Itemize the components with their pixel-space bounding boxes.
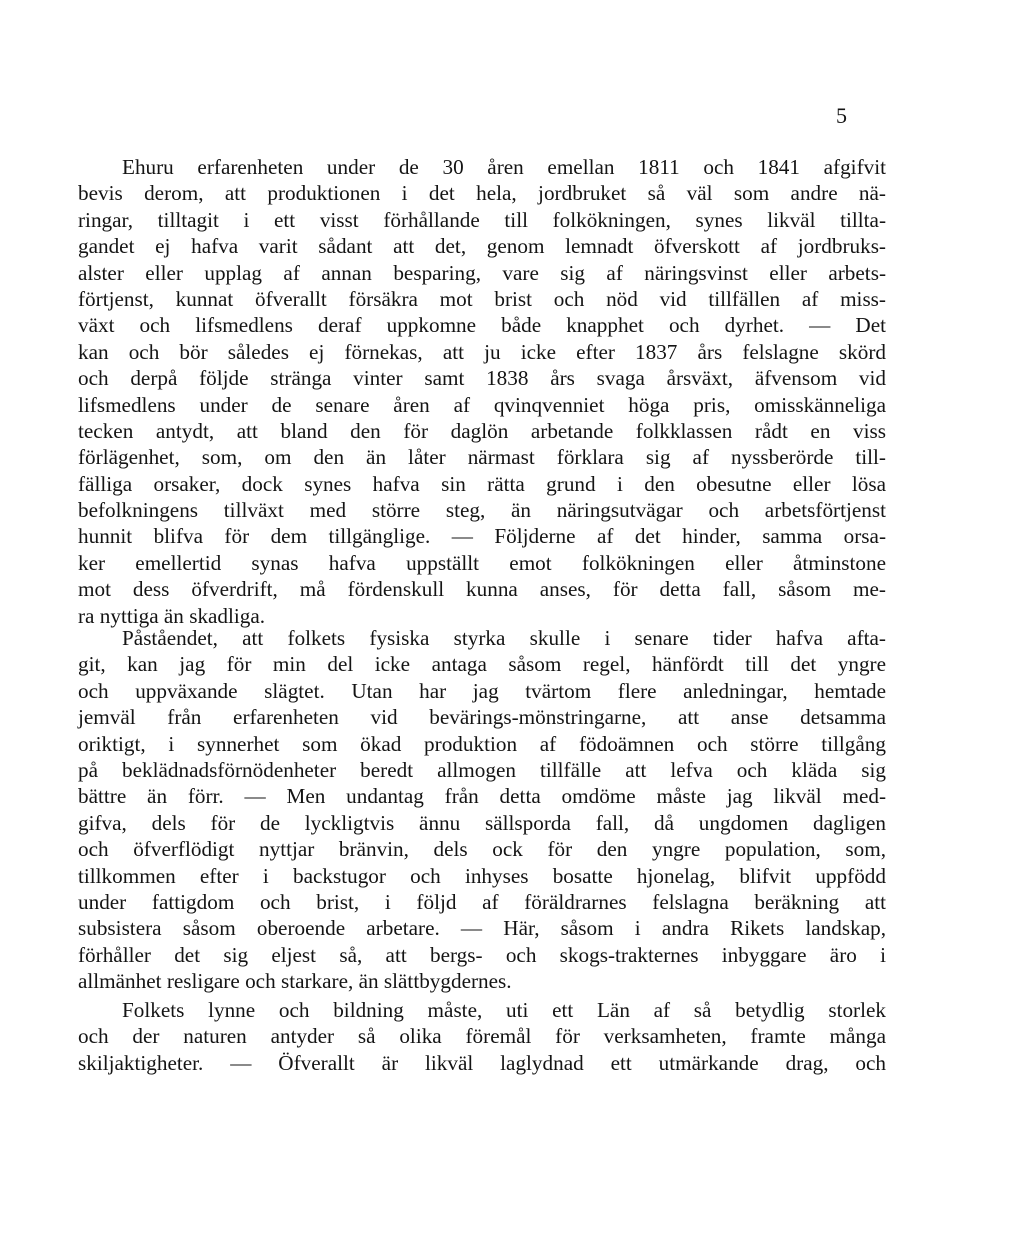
text-line: förhåller det sig eljest så, att bergs- och skogs-trakternes inbyggare äro i bbox=[78, 942, 886, 967]
text-line: tillkommen efter i backstugor och inhyses bosatte hjonelag, blifvit uppfödd bbox=[78, 863, 886, 888]
text-line: gifva, dels för de lyckligtvis ännu sällsporda fall, då ungdomen dagligen bbox=[78, 810, 886, 835]
page-number: 5 bbox=[836, 103, 847, 128]
text-line: allmänhet resligare och starkare, än slättbygdernes. bbox=[78, 969, 512, 994]
text-line: ra nyttiga än skadliga. bbox=[78, 603, 266, 628]
text-line: skiljaktigheter. — Öfverallt är likväl laglydnad ett utmärkande drag, och bbox=[78, 1050, 886, 1075]
text-line: mot dess öfverdrift, må fördenskull kunna anses, för detta fall, såsom me- bbox=[78, 577, 886, 602]
text-line: förtjenst, kunnat öfverallt försäkra mot brist och nöd vid tillfällen af miss- bbox=[78, 286, 886, 311]
text-line: under fattigdom och brist, i följd af föräldrarnes felslagna beräkning att bbox=[78, 889, 886, 914]
text-line: bättre än förr. — Men undantag från detta omdöme måste jag likväl med- bbox=[78, 784, 886, 809]
paragraph-2 bbox=[78, 625, 886, 994]
paragraph-3 bbox=[78, 997, 886, 1076]
text-line: växt och lifsmedlens deraf uppkomne både knapphet och dyrhet. — Det bbox=[78, 313, 886, 338]
paragraph-1 bbox=[78, 154, 886, 629]
text-line: hunnit blifva för dem tillgänglige. — Följderne af det hinder, samma orsa- bbox=[78, 524, 886, 549]
text-line: git, kan jag för min del icke antaga såsom regel, hänfördt till det yngre bbox=[78, 652, 886, 677]
text-line: och derpå följde stränga vinter samt 1838 års svaga årsväxt, äfvensom vid bbox=[78, 366, 886, 391]
text-line: ker emellertid synas hafva uppställt emot folkökningen eller åtminstone bbox=[78, 550, 886, 575]
text-line: oriktigt, i synnerhet som ökad produktion af födoämnen och större tillgång bbox=[78, 731, 886, 756]
text-line: förlägenhet, som, om den än låter närmast förklara sig af nyssberörde till- bbox=[78, 445, 886, 470]
text-line: befolkningens tillväxt med större steg, än näringsutvägar och arbetsförtjenst bbox=[78, 498, 886, 523]
text-line: alster eller upplag af annan besparing, vare sig af näringsvinst eller arbets- bbox=[78, 260, 886, 285]
text-line: jemväl från erfarenheten vid bevärings-mönstringarne, att anse detsamma bbox=[78, 705, 886, 730]
text-line: Folkets lynne och bildning måste, uti ett Län af så betydlig storlek bbox=[122, 998, 886, 1022]
text-line: och uppväxande slägtet. Utan har jag tvärtom flere anledningar, hemtade bbox=[78, 678, 886, 703]
text-line: ringar, tilltagit i ett visst förhållande till folkökningen, synes likväl tillta- bbox=[78, 207, 886, 232]
text-line: tecken antydt, att bland den för daglön arbetande folkklassen rådt en viss bbox=[78, 418, 886, 443]
text-line: gandet ej hafva varit sådant att det, genom lemnadt öfverskott af jordbruks- bbox=[78, 234, 886, 259]
text-line: Påståendet, att folkets fysiska styrka skulle i senare tider hafva afta- bbox=[122, 626, 886, 650]
text-line: och der naturen antyder så olika föremål för verksamheten, framte många bbox=[78, 1024, 886, 1049]
text-line: subsistera såsom oberoende arbetare. — Här, såsom i andra Rikets landskap, bbox=[78, 916, 886, 941]
text-line: på beklädnadsförnödenheter beredt allmogen tillfälle att lefva och kläda sig bbox=[78, 757, 886, 782]
text-line: kan och bör således ej förnekas, att ju icke efter 1837 års felslagne skörd bbox=[78, 339, 886, 364]
text-line: och öfverflödigt nyttjar bränvin, dels ock för den yngre population, som, bbox=[78, 837, 886, 862]
text-line: bevis derom, att produktionen i det hela, jordbruket så väl som andre nä- bbox=[78, 181, 886, 206]
text-line: Ehuru erfarenheten under de 30 åren emellan 1811 och 1841 afgifvit bbox=[122, 155, 886, 179]
text-line: lifsmedlens under de senare åren af qvinqvenniet höga pris, omisskänneliga bbox=[78, 392, 886, 417]
text-line: fälliga orsaker, dock synes hafva sin rätta grund i den obesutne eller lösa bbox=[78, 471, 886, 496]
